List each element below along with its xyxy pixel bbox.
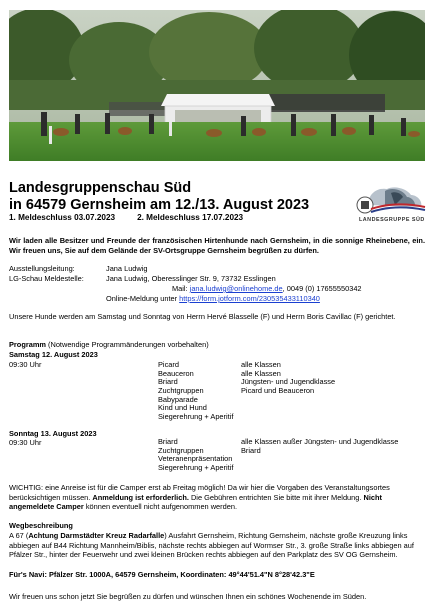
meldestelle-label: LG-Schau Meldestelle: (9, 274, 84, 283)
schedule-item: Beauceron (158, 368, 194, 378)
landesgruppe-sued-logo (351, 183, 427, 225)
schedule-item: Zuchtgruppen (158, 386, 204, 396)
schedule-detail: Picard und Beauceron (241, 386, 315, 396)
deadline-1: 1. Meldeschluss 03.07.2023 (9, 213, 116, 222)
leitung-label: Ausstellungsleitung: (9, 264, 75, 273)
logo-text: LANDESGRUPPE SÜD (359, 217, 425, 223)
wichtig-part-3: können eventuell nicht aufgenommen werden. (83, 502, 238, 512)
schedule-item: Siegerehrung + Aperitif (158, 412, 234, 422)
judges-text: Unsere Hunde werden am Samstag und Sonntag von Herrn Hervé Blasselle (F) und Herrn Boris Cavillac (F) gerichtet. (9, 312, 396, 321)
schedule-item: Veteranenpräsentation (158, 454, 233, 464)
wichtig-part-2: Die Gebühren entrichten Sie bitte mit ihrer Meldung. (188, 492, 364, 502)
sunday-heading: Sonntag 13. August 2023 (9, 429, 97, 438)
schedule-item: Siegerehrung + Aperitif (158, 463, 234, 473)
deadline-2: 2. Meldeschluss 17.07.2023 (137, 213, 244, 222)
saturday-heading: Samstag 12. August 2023 (9, 350, 98, 359)
schedule-item: Babyparade (158, 394, 198, 404)
mail-line (172, 284, 362, 294)
weg-text (9, 531, 427, 560)
title-line-1: Landesgruppenschau Süd (9, 180, 192, 196)
schedule-detail: alle Klassen (241, 368, 281, 378)
weg-heading: Wegbeschreibung (9, 521, 73, 530)
schedule-item: Briard (158, 437, 178, 446)
meldestelle-value: Jana Ludwig, Oberesslinger Str. 9, 73732 Esslingen (106, 274, 276, 283)
schedule-item: Briard (158, 377, 178, 387)
wichtig-text (9, 483, 427, 512)
weg-bold-1: Achtung Darmstädter Kreuz Radarfalle (28, 531, 165, 540)
online-prefix: Online-Meldung unter (106, 294, 180, 303)
phone: , 0049 (0) 17655550342 (282, 284, 362, 293)
programm-heading: Programm (9, 340, 46, 349)
schedule-detail: alle Klassen außer Jüngsten- und Jugendklasse (241, 437, 399, 446)
schedule-detail: alle Klassen (241, 360, 281, 369)
wichtig-part-1: WICHTIG: eine Anreise ist für die Camper erst ab Freitag möglich! Da wir hier die Vorgaben des Veranstaltungsortes berücksichtigen müssen. (9, 483, 390, 502)
schedule-item: Kind und Hund (158, 403, 207, 413)
wichtig-bold-2: Nicht angemeldete Camper (9, 492, 382, 512)
title-line-2: in 64579 Gernsheim am 12./13. August 2023 (9, 197, 310, 213)
mail-link[interactable]: jana.ludwig@onlinehome.de (189, 284, 283, 293)
weg-part-2: ) Ausfahrt Gernsheim, Richtung Gernsheim, nächste große Kreuzung links abbiegen auf B44 Richtung Mannheim/Biblis, nächste rechts abbiegen auf Wormser Str., 3. große Straße links abbiegen auf Pfälzer Str., hinter der Feuerwehr und zwei kleinen Brücken rechts abbiegen auf den Parkplatz des SV OG Gernsheim. (9, 531, 414, 560)
weg-part-1: A 67 ( (9, 531, 29, 540)
programm-note: (Notwendige Programmänderungen vorbehalten) (45, 340, 209, 349)
online-line (106, 294, 320, 304)
programm-heading-line (9, 340, 209, 350)
schedule-detail: Jüngsten- und Jugendklasse (241, 377, 336, 387)
schedule-item: Picard (158, 360, 179, 369)
saturday-time: 09:30 Uhr (9, 360, 42, 369)
mail-prefix: Mail: (172, 284, 190, 293)
sunday-time: 09:30 Uhr (9, 438, 42, 447)
online-form-link[interactable]: https://form.jotform.com/230535433110340 (179, 294, 320, 303)
schedule-detail: Briard (241, 445, 261, 455)
leitung-value: Jana Ludwig (106, 264, 148, 273)
navi-line: Für's Navi: Pfälzer Str. 1000A, 64579 Gernsheim, Koordinaten: 49°44'51.4"N 8°28'42.3"E (9, 570, 315, 579)
intro-text: Wir laden alle Besitzer und Freunde der französischen Hirtenhunde nach Gernsheim, in die sonnige Rheinebene, ein. Wir freuen uns, Sie auf dem Gelände der SV-Ortsgruppe Gernsheim begrüßen zu dürfen. (9, 236, 425, 255)
closing-text: Wir freuen uns schon jetzt Sie begrüßen zu dürfen und wünschen Ihnen ein schönes Wochenende im Süden. (9, 592, 367, 601)
schedule-item: Zuchtgruppen (158, 445, 204, 455)
deadlines (9, 213, 243, 222)
wichtig-bold-1: Anmeldung ist erforderlich. (92, 492, 189, 502)
dog-show-photo (9, 10, 425, 161)
